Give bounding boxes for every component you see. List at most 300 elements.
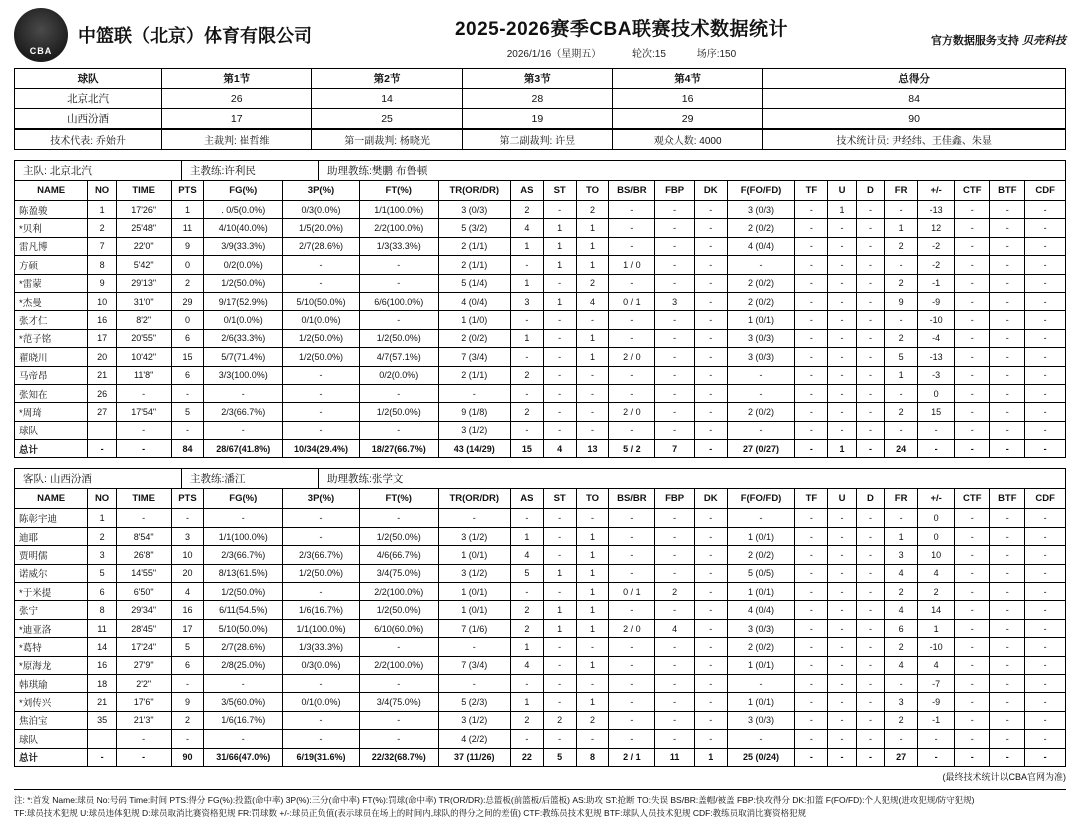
stat-d: - (856, 527, 884, 545)
stat-pts: 5 (171, 403, 204, 421)
main-referee: 主裁判: 崔哲维 (162, 130, 312, 150)
stat-st: 1 (543, 601, 576, 619)
stat-tr-or-dr: 7 (3/4) (438, 348, 510, 366)
stat-fbp: - (655, 403, 694, 421)
stat-to: 8 (576, 748, 609, 766)
stat-pts: 0 (171, 256, 204, 274)
col-cdf: CDF (1025, 181, 1066, 201)
stat-dk: - (694, 256, 727, 274)
attendance: 观众人数: 4000 (612, 130, 762, 150)
stat-ft: 1/3(33.3%) (359, 237, 438, 255)
stat-: -4 (918, 329, 955, 347)
score-row-away (15, 109, 1066, 129)
stat-u: - (828, 509, 856, 527)
stat-time: - (116, 509, 171, 527)
stat-: - (918, 748, 955, 766)
stat-time: 25'48" (116, 219, 171, 237)
player-name: 焦泊宝 (15, 711, 88, 729)
player-row (15, 237, 1066, 255)
player-name: 总计 (15, 748, 88, 766)
player-row (15, 619, 1066, 637)
stat-btf: - (990, 440, 1025, 458)
player-row (15, 638, 1066, 656)
score-q4: 16 (612, 89, 762, 109)
stat-3p: 1/6(16.7%) (283, 601, 360, 619)
stat-u: - (828, 311, 856, 329)
stat-: -7 (918, 674, 955, 692)
stat-tf: - (795, 619, 828, 637)
stat-cdf: - (1025, 384, 1066, 402)
home-box-score (14, 180, 1066, 458)
score-col-total: 总得分 (763, 69, 1066, 89)
stat-d: - (856, 237, 884, 255)
stat-bs-br: - (609, 527, 655, 545)
col-fbp: FBP (655, 181, 694, 201)
stat-cdf: - (1025, 219, 1066, 237)
stat-pts: - (171, 674, 204, 692)
stat-as: 22 (510, 748, 543, 766)
stat-fr: - (885, 256, 918, 274)
stat-u: - (828, 564, 856, 582)
away-header-row (15, 489, 1066, 509)
score-q4: 29 (612, 109, 762, 129)
stat-tr-or-dr: 9 (1/8) (438, 403, 510, 421)
stat-st: 4 (543, 440, 576, 458)
stat-dk: - (694, 440, 727, 458)
stat-f-fo-fd: 2 (0/2) (727, 546, 795, 564)
stat-as: 5 (510, 564, 543, 582)
stat-fbp: - (655, 329, 694, 347)
stat-tf: - (795, 366, 828, 384)
stat-: -10 (918, 638, 955, 656)
stat-cdf: - (1025, 274, 1066, 292)
stat-fg: - (204, 421, 283, 439)
stat-ctf: - (955, 237, 990, 255)
stat-ctf: - (955, 403, 990, 421)
stat-f-fo-fd: 3 (0/3) (727, 201, 795, 219)
stat-cdf: - (1025, 256, 1066, 274)
stat-3p: 1/1(100.0%) (283, 619, 360, 637)
col-to: TO (576, 181, 609, 201)
stat-f-fo-fd: 1 (0/1) (727, 656, 795, 674)
stat-ctf: - (955, 546, 990, 564)
stat-cdf: - (1025, 619, 1066, 637)
player-row (15, 693, 1066, 711)
stat-3p: - (283, 583, 360, 601)
stat-ctf: - (955, 730, 990, 748)
stat-dk: - (694, 292, 727, 310)
stat-3p: 1/3(33.3%) (283, 638, 360, 656)
stat-: - (918, 421, 955, 439)
col-no: NO (88, 489, 116, 509)
stat-fbp: - (655, 674, 694, 692)
stat-: -13 (918, 201, 955, 219)
stat-d: - (856, 509, 884, 527)
stat-as: 2 (510, 619, 543, 637)
stat-to: 2 (576, 201, 609, 219)
col-3p: 3P(%) (283, 489, 360, 509)
stat-d: - (856, 693, 884, 711)
stat-no: 6 (88, 583, 116, 601)
stat-cdf: - (1025, 546, 1066, 564)
col-btf: BTF (990, 489, 1025, 509)
stat-fbp: 2 (655, 583, 694, 601)
stat-dk: - (694, 711, 727, 729)
stat-as: 4 (510, 656, 543, 674)
officials-table (14, 129, 1066, 150)
final-stats-note: (最终技术统计以CBA官网为准) (942, 771, 1066, 782)
stat-cdf: - (1025, 583, 1066, 601)
player-name: *葛特 (15, 638, 88, 656)
stat-d: - (856, 730, 884, 748)
home-team-label: 主队: 北京北汽 (15, 161, 182, 180)
stat-ft: 2/2(100.0%) (359, 583, 438, 601)
stat-tr-or-dr: 7 (3/4) (438, 656, 510, 674)
stat-: -3 (918, 366, 955, 384)
stat-3p: 0/3(0.0%) (283, 201, 360, 219)
col-fr: FR (885, 489, 918, 509)
stat-f-fo-fd: 2 (0/2) (727, 274, 795, 292)
stat-pts: 16 (171, 601, 204, 619)
stat-: -9 (918, 292, 955, 310)
stat-tf: - (795, 348, 828, 366)
stat-st: 1 (543, 292, 576, 310)
stat-no: 2 (88, 527, 116, 545)
stat-as: 4 (510, 546, 543, 564)
stat-as: 1 (510, 329, 543, 347)
stat-tr-or-dr: 2 (0/2) (438, 329, 510, 347)
page-title: 2025-2026赛季CBA联赛技术数据统计 (454, 19, 788, 40)
stat-as: - (510, 256, 543, 274)
stat-pts: - (171, 384, 204, 402)
title-block (312, 14, 931, 60)
stat-fbp: - (655, 421, 694, 439)
stat-fg: 6/11(54.5%) (204, 601, 283, 619)
stat-no: 11 (88, 619, 116, 637)
stat-3p: 0/1(0.0%) (283, 311, 360, 329)
stat-tr-or-dr: 1 (0/1) (438, 546, 510, 564)
stat-dk: - (694, 527, 727, 545)
stat-no: 27 (88, 403, 116, 421)
stat-tf: - (795, 421, 828, 439)
stat-dk: - (694, 237, 727, 255)
stat-cdf: - (1025, 348, 1066, 366)
stat-ctf: - (955, 674, 990, 692)
col-time: TIME (116, 489, 171, 509)
stat-dk: - (694, 583, 727, 601)
stat-no: 35 (88, 711, 116, 729)
stat-ctf: - (955, 564, 990, 582)
player-name: *周琦 (15, 403, 88, 421)
stat-ctf: - (955, 527, 990, 545)
stat-: -13 (918, 348, 955, 366)
stat-tf: - (795, 748, 828, 766)
stat-fg: 1/2(50.0%) (204, 583, 283, 601)
stat-btf: - (990, 274, 1025, 292)
stat-st: - (543, 403, 576, 421)
stat-d: - (856, 748, 884, 766)
stat-tr-or-dr: 2 (1/1) (438, 366, 510, 384)
stat-time: 8'54" (116, 527, 171, 545)
stat-tr-or-dr: 7 (1/6) (438, 619, 510, 637)
stat-fbp: - (655, 601, 694, 619)
stat-3p: - (283, 711, 360, 729)
stat-pts: 9 (171, 693, 204, 711)
stat-tr-or-dr: 3 (1/2) (438, 527, 510, 545)
stat-ft: 1/2(50.0%) (359, 601, 438, 619)
stat-pts: 1 (171, 201, 204, 219)
stat-: 1 (918, 619, 955, 637)
stat-f-fo-fd: - (727, 384, 795, 402)
col-f-fo-fd: F(FO/FD) (727, 489, 795, 509)
stat-fg: 5/7(71.4%) (204, 348, 283, 366)
stat-f-fo-fd: - (727, 674, 795, 692)
stat-fg: . 0/5(0.0%) (204, 201, 283, 219)
stat-btf: - (990, 619, 1025, 637)
stat-fg: 2/7(28.6%) (204, 638, 283, 656)
stat-dk: - (694, 403, 727, 421)
stat-bs-br: - (609, 601, 655, 619)
stat-3p: 0/3(0.0%) (283, 656, 360, 674)
stat-tr-or-dr: 1 (0/1) (438, 583, 510, 601)
col-name: NAME (15, 489, 88, 509)
stat-fr: 1 (885, 527, 918, 545)
stat-: -2 (918, 256, 955, 274)
stat-fr: 2 (885, 329, 918, 347)
stat-tr-or-dr: 3 (1/2) (438, 711, 510, 729)
stat-3p: - (283, 384, 360, 402)
stat-tr-or-dr: 3 (1/2) (438, 564, 510, 582)
stat-d: - (856, 274, 884, 292)
stat-to: 2 (576, 274, 609, 292)
col-ft: FT(%) (359, 181, 438, 201)
stat-d: - (856, 638, 884, 656)
stat-dk: - (694, 656, 727, 674)
stat-btf: - (990, 292, 1025, 310)
col-fg: FG(%) (204, 181, 283, 201)
player-row (15, 219, 1066, 237)
stat-as: - (510, 730, 543, 748)
stat-ft: 18/27(66.7%) (359, 440, 438, 458)
col-fbp: FBP (655, 489, 694, 509)
stat-tr-or-dr: 2 (1/1) (438, 256, 510, 274)
stat-u: - (828, 693, 856, 711)
col-d: D (856, 489, 884, 509)
stat-tf: - (795, 274, 828, 292)
col-fr: FR (885, 181, 918, 201)
stat-as: 1 (510, 237, 543, 255)
stat-fbp: 3 (655, 292, 694, 310)
stat-no: 17 (88, 329, 116, 347)
stat-: 4 (918, 564, 955, 582)
stat-3p: - (283, 403, 360, 421)
col-name: NAME (15, 181, 88, 201)
legend-line-1: 注: *:首发 Name:球员 No:号码 Time:时间 PTS:得分 FG(%):投篮(命中率) 3P(%):三分(命中率) FT(%):罚球(命中率) TR(OR/DR):总篮板(前篮板/后篮板) AS:助攻 ST:抢断 TO:失误 BS/BR:盖帽/被盖 FBP:快攻得分 DK:扣篮 F(FO/FD):个人犯规(进攻犯规/防守犯规) (14, 794, 975, 805)
stat-fbp: - (655, 311, 694, 329)
col-: +/- (918, 181, 955, 201)
stat-fbp: - (655, 638, 694, 656)
score-team-name: 山西汾酒 (15, 109, 162, 129)
stat-dk: 1 (694, 748, 727, 766)
stat-u: - (828, 348, 856, 366)
stat-fr: - (885, 384, 918, 402)
col-ctf: CTF (955, 181, 990, 201)
player-name: 雷凡博 (15, 237, 88, 255)
home-team-bar (14, 160, 1066, 180)
stat-dk: - (694, 274, 727, 292)
stat-dk: - (694, 619, 727, 637)
col-ctf: CTF (955, 489, 990, 509)
stat-st: 1 (543, 256, 576, 274)
stat-fr: - (885, 509, 918, 527)
stat-3p: - (283, 527, 360, 545)
stat-to: - (576, 403, 609, 421)
player-name: 诺威尔 (15, 564, 88, 582)
player-name: 迪耶 (15, 527, 88, 545)
stat-time: 20'55" (116, 329, 171, 347)
stat-u: - (828, 674, 856, 692)
stat-no: 7 (88, 237, 116, 255)
stat-d: - (856, 546, 884, 564)
stat-time: - (116, 421, 171, 439)
col-tr-or-dr: TR(OR/DR) (438, 181, 510, 201)
player-name: *雷蒙 (15, 274, 88, 292)
stat-btf: - (990, 509, 1025, 527)
stat-bs-br: - (609, 274, 655, 292)
stat-as: 15 (510, 440, 543, 458)
stat-bs-br: - (609, 674, 655, 692)
player-row (15, 564, 1066, 582)
stat-btf: - (990, 730, 1025, 748)
stat-ctf: - (955, 711, 990, 729)
stat-pts: 0 (171, 311, 204, 329)
stat-u: - (828, 527, 856, 545)
stat-f-fo-fd: 3 (0/3) (727, 329, 795, 347)
col-f-fo-fd: F(FO/FD) (727, 181, 795, 201)
stat-pts: 17 (171, 619, 204, 637)
stat-f-fo-fd: - (727, 366, 795, 384)
stat-cdf: - (1025, 440, 1066, 458)
stat-tf: - (795, 201, 828, 219)
stat-bs-br: 2 / 1 (609, 748, 655, 766)
stat-fr: - (885, 674, 918, 692)
stat-time: 8'2" (116, 311, 171, 329)
stat-tr-or-dr: - (438, 509, 510, 527)
stat-cdf: - (1025, 237, 1066, 255)
stat-no: 21 (88, 693, 116, 711)
stat-ctf: - (955, 292, 990, 310)
col-: +/- (918, 489, 955, 509)
stat-ft: 1/2(50.0%) (359, 527, 438, 545)
stat-dk: - (694, 384, 727, 402)
stat-fbp: - (655, 656, 694, 674)
stat-pts: 2 (171, 711, 204, 729)
stat-u: - (828, 546, 856, 564)
stat-pts: - (171, 509, 204, 527)
stat-cdf: - (1025, 674, 1066, 692)
stat-ft: - (359, 509, 438, 527)
stat-time: 6'50" (116, 583, 171, 601)
stat-tr-or-dr: 5 (2/3) (438, 693, 510, 711)
stat-time: 17'24" (116, 638, 171, 656)
stat-bs-br: - (609, 237, 655, 255)
stat-tf: - (795, 237, 828, 255)
stat-u: 1 (828, 201, 856, 219)
col-tf: TF (795, 489, 828, 509)
stat-fg: 3/9(33.3%) (204, 237, 283, 255)
col-bs-br: BS/BR (609, 181, 655, 201)
stat-ft: 4/6(66.7%) (359, 546, 438, 564)
stat-st: - (543, 638, 576, 656)
stat-cdf: - (1025, 693, 1066, 711)
stat-3p: 0/1(0.0%) (283, 693, 360, 711)
stat-: - (918, 730, 955, 748)
stat-tf: - (795, 693, 828, 711)
stat-pts: 90 (171, 748, 204, 766)
stat-u: - (828, 292, 856, 310)
score-col-q4: 第4节 (612, 69, 762, 89)
stat-fg: 3/5(60.0%) (204, 693, 283, 711)
stat-st: - (543, 527, 576, 545)
score-team-name: 北京北汽 (15, 89, 162, 109)
stat-fbp: 4 (655, 619, 694, 637)
stat-3p: 2/7(28.6%) (283, 237, 360, 255)
stat-f-fo-fd: 2 (0/2) (727, 638, 795, 656)
col-tf: TF (795, 181, 828, 201)
stat-cdf: - (1025, 366, 1066, 384)
stat-fr: - (885, 421, 918, 439)
stat-ctf: - (955, 619, 990, 637)
col-dk: DK (694, 489, 727, 509)
stat-fr: 5 (885, 348, 918, 366)
stat-3p: 1/2(50.0%) (283, 564, 360, 582)
stat-to: - (576, 638, 609, 656)
stat-time: 10'42" (116, 348, 171, 366)
stat-3p: 2/3(66.7%) (283, 546, 360, 564)
player-name: 贾明儒 (15, 546, 88, 564)
stat-no: 2 (88, 219, 116, 237)
stat-bs-br: - (609, 656, 655, 674)
col-btf: BTF (990, 181, 1025, 201)
player-row (15, 311, 1066, 329)
stat-f-fo-fd: 5 (0/5) (727, 564, 795, 582)
col-u: U (828, 489, 856, 509)
stat-dk: - (694, 693, 727, 711)
stat-cdf: - (1025, 311, 1066, 329)
stat-dk: - (694, 311, 727, 329)
stat-tr-or-dr: 5 (1/4) (438, 274, 510, 292)
player-row (15, 656, 1066, 674)
stat-time: 27'9" (116, 656, 171, 674)
stat-pts: 3 (171, 527, 204, 545)
col-st: ST (543, 489, 576, 509)
score-total: 84 (763, 89, 1066, 109)
stat-bs-br: - (609, 730, 655, 748)
stat-fr: - (885, 201, 918, 219)
officials-row (15, 130, 1066, 150)
stat-fg: 2/3(66.7%) (204, 546, 283, 564)
stat-ctf: - (955, 638, 990, 656)
stat-d: - (856, 601, 884, 619)
col-no: NO (88, 181, 116, 201)
stat-tf: - (795, 440, 828, 458)
player-row (15, 366, 1066, 384)
away-team-bar (14, 468, 1066, 488)
stat-tf: - (795, 527, 828, 545)
stat-time: 17'26" (116, 201, 171, 219)
stat-as: - (510, 384, 543, 402)
player-row (15, 583, 1066, 601)
